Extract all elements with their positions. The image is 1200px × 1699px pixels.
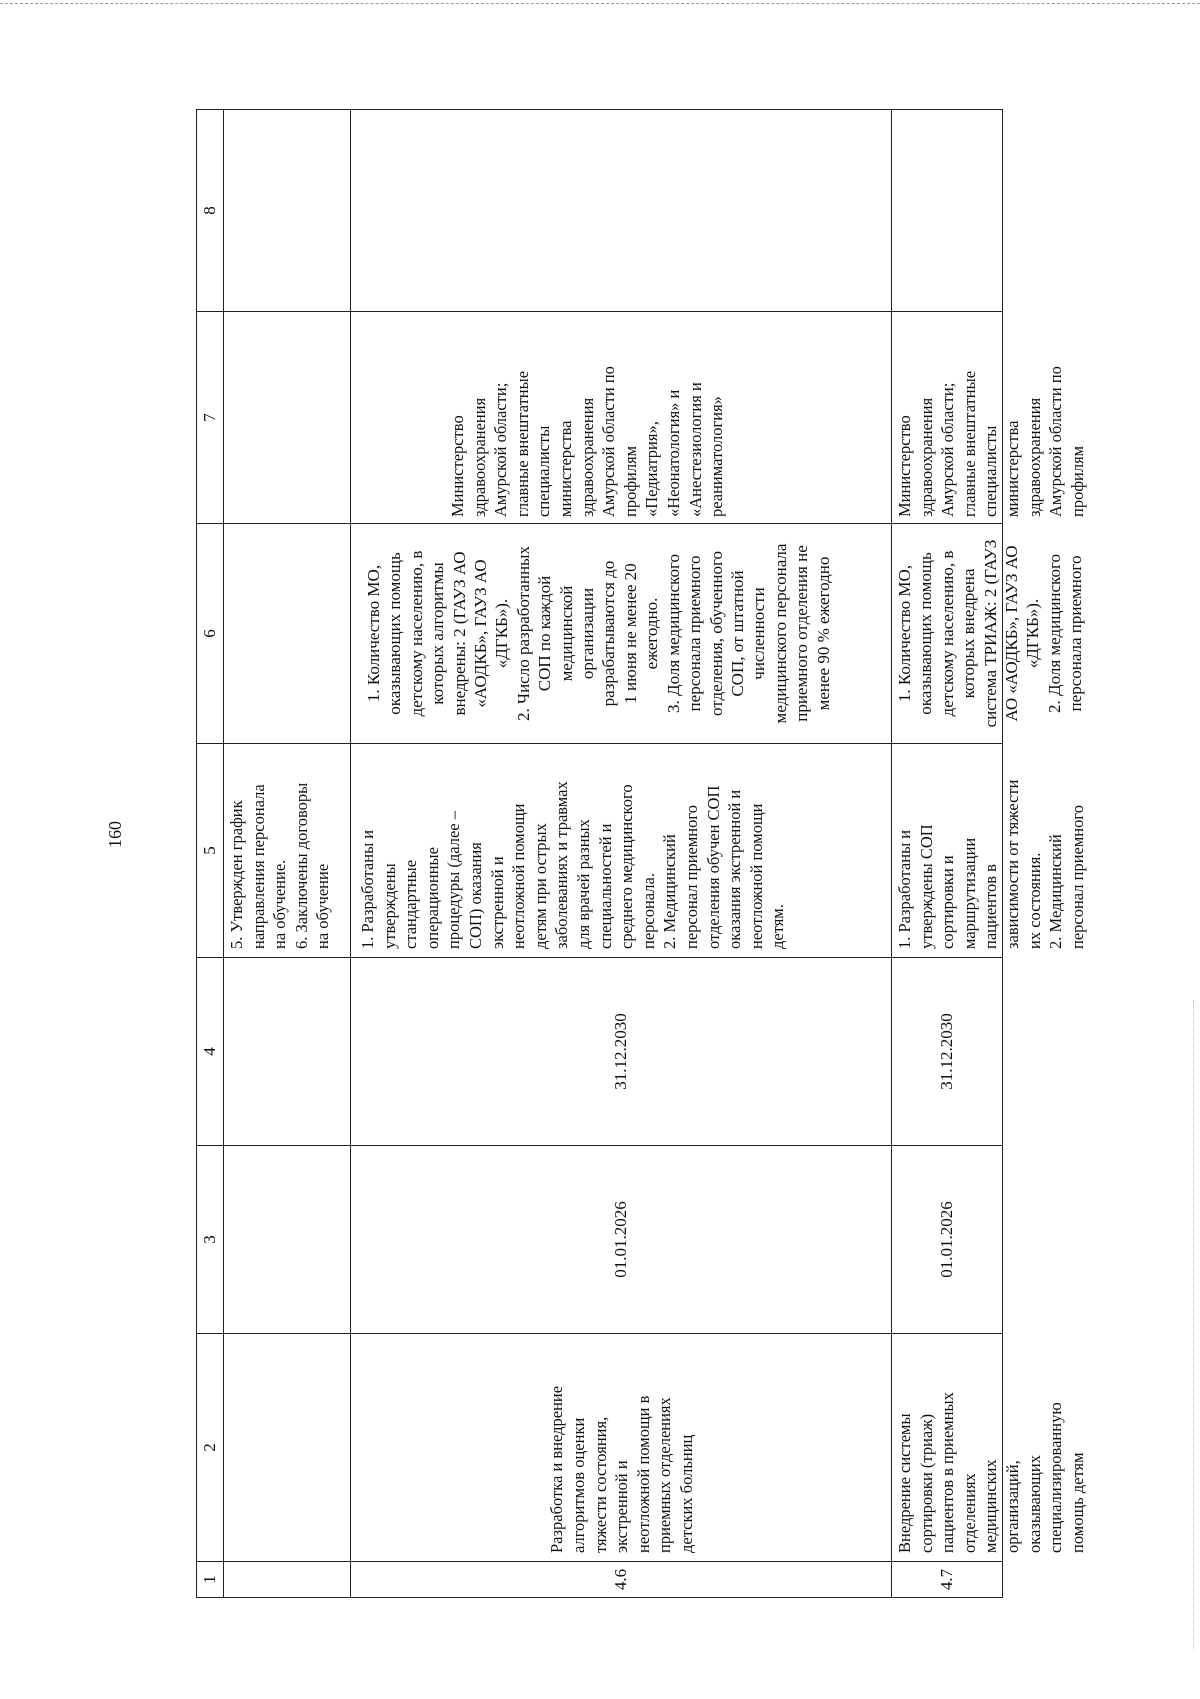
text-line: 2. Медицинский — [1046, 834, 1066, 949]
cont-cell-2 — [224, 1334, 351, 1562]
text-line: менее 90 % ежегодно — [813, 556, 833, 711]
text-line: специальностей и — [595, 823, 615, 949]
end-date: 31.12.2030 — [351, 958, 892, 1146]
text-line: профилям — [620, 445, 640, 517]
page-number: 160 — [105, 821, 125, 848]
text-line: система ТРИАЖ: 2 (ГАУЗ — [980, 539, 1000, 728]
text-line: экстренной и — [612, 1460, 632, 1553]
header-col-1: 1 — [197, 1562, 224, 1598]
result-cell — [351, 744, 892, 958]
cont-cell-3 — [224, 1146, 351, 1334]
text-line: здравоохранения — [916, 397, 936, 517]
text-line: направления персонала — [248, 784, 268, 949]
text-line: персонала приемного — [685, 555, 705, 712]
text-line: Амурской области по — [1046, 366, 1066, 517]
text-line: сортировки (триаж) — [916, 1413, 936, 1553]
col8-cell — [351, 110, 892, 312]
text-line: численности — [749, 587, 769, 680]
header-col-6: 6 — [197, 524, 224, 744]
text-line: специалисты — [981, 425, 1001, 517]
text-line: экстренной и — [487, 856, 507, 949]
text-line: «ДГКБ»). — [1023, 598, 1043, 669]
responsible-cell — [892, 312, 1087, 524]
text-line: разрабатываются до — [599, 560, 619, 707]
text-line: «Педиатрия», — [642, 421, 662, 517]
text-line: реаниматология» — [707, 396, 727, 517]
result-cell — [892, 744, 1087, 958]
text-line: которых внедрена — [959, 568, 979, 699]
text-line: зависимости от тяжести — [1002, 779, 1022, 949]
measure-title — [892, 1334, 1087, 1562]
text-line: специализированную — [1046, 1402, 1066, 1553]
text-line: Министерство — [895, 415, 914, 517]
text-line: отделения, обученного — [706, 550, 726, 717]
cont-cell-7 — [224, 312, 351, 524]
text-line: операционные — [422, 847, 442, 949]
text-line: сортировки и — [938, 855, 958, 949]
text-line: медицинского персонала — [770, 543, 790, 724]
header-col-5: 5 — [197, 744, 224, 958]
text-line: оказывающих — [1024, 1455, 1044, 1553]
text-line: ежегодно. — [642, 597, 662, 670]
row-number: 4.6 — [351, 1562, 892, 1598]
text-line: внедрены: 2 (ГАУЗ АО — [449, 551, 469, 716]
text-line: здравоохранения — [1024, 397, 1044, 517]
cont-cell-result — [224, 744, 351, 958]
measure-title — [351, 1334, 892, 1562]
responsible-cell — [351, 312, 892, 524]
text-line: приемных отделениях — [655, 1397, 675, 1553]
cont-cell-8 — [224, 110, 351, 312]
text-line: 5. Утвержден график — [227, 800, 246, 949]
text-line: АО «АОДКБ», ГАУЗ АО — [1002, 545, 1022, 722]
text-line: детскому населению, в — [406, 550, 426, 717]
header-row — [197, 110, 224, 1598]
text-line: детскому населению, в — [937, 550, 957, 717]
text-line: для врачей разных — [573, 819, 593, 949]
header-col-2: 2 — [197, 1334, 224, 1562]
text-line: организаций, — [1002, 1460, 1022, 1553]
text-line: профилям — [1067, 445, 1087, 517]
text-line: организации — [578, 587, 598, 680]
text-line: на обучение — [313, 863, 333, 949]
text-line: министерства — [555, 420, 575, 517]
row-number: 4.7 — [892, 1562, 1003, 1598]
text-line: главные внештатные — [512, 370, 532, 517]
text-line: Министерство — [448, 415, 467, 517]
text-line: приемного отделения не — [792, 545, 812, 722]
text-line: маршрутизации — [959, 837, 979, 949]
text-line: 2. Число разработанных — [513, 546, 533, 721]
table-row-4-6 — [351, 110, 892, 1598]
header-col-4: 4 — [197, 958, 224, 1146]
text-line: медицинских — [981, 1459, 1001, 1553]
text-line: 1. Количество МО, — [364, 564, 383, 703]
header-col-7: 7 — [197, 312, 224, 524]
text-line: здравоохранения — [469, 397, 489, 517]
text-line: персонала. — [638, 873, 658, 949]
text-line: СОП, от штатной — [727, 570, 747, 697]
text-line: здравоохранения — [577, 397, 597, 517]
text-line: 3. Доля медицинского — [663, 553, 683, 714]
header-col-8: 8 — [197, 110, 224, 312]
text-line: отделения обучен СОП — [703, 785, 723, 949]
indicator-cell — [892, 524, 1086, 744]
text-line: министерства — [1002, 420, 1022, 517]
indicator-cell — [351, 524, 892, 744]
text-line: Амурской области; — [491, 382, 511, 517]
text-line: 1. Количество МО, — [895, 564, 914, 703]
text-line: «Анестезиология и — [685, 382, 705, 517]
scan-top-edge — [0, 3, 1200, 4]
text-line: их состояния. — [1024, 852, 1044, 949]
start-date: 01.01.2026 — [351, 1146, 892, 1334]
text-line: 1 июня не менее 20 — [620, 563, 640, 704]
continuation-row — [224, 110, 351, 1598]
text-line: оказывающих помощь — [385, 552, 405, 715]
text-line: персонал приемного — [681, 805, 701, 949]
text-line: Амурской области по — [599, 366, 619, 517]
text-line: на обучение. — [270, 859, 290, 949]
cont-cell-6 — [224, 524, 351, 744]
text-line: Разработка и внедрение — [547, 1385, 567, 1553]
text-line: главные внештатные — [959, 370, 979, 517]
text-line: утверждены СОП — [916, 824, 936, 949]
text-line: которых алгоритмы — [428, 562, 448, 705]
text-line: неотложной помощи — [746, 803, 766, 949]
text-line: «АОДКБ», ГАУЗ АО — [471, 559, 491, 708]
text-line: 2. Медицинский — [660, 834, 680, 949]
text-line: СОП) оказания — [465, 842, 485, 949]
text-line: заболеваниях и травмах — [552, 781, 572, 949]
text-line: специалисты — [534, 425, 554, 517]
text-line: персонал приемного — [1067, 805, 1087, 949]
cont-cell-1 — [224, 1562, 351, 1598]
text-line: детям при острых — [530, 823, 550, 949]
text-line: 6. Заключены договоры — [291, 782, 311, 949]
text-line: пациентов в — [981, 864, 1001, 949]
text-line: персонала приемного — [1066, 555, 1086, 712]
text-line: 1. Разработаны и — [895, 829, 914, 949]
text-line: оказывающих помощь — [916, 552, 936, 715]
text-line: пациентов в приемных — [938, 1392, 958, 1553]
text-line: тяжести состояния, — [590, 1416, 610, 1553]
text-line: 2. Доля медицинского — [1044, 553, 1064, 714]
end-date: 31.12.2030 — [892, 958, 1003, 1146]
text-line: среднего медицинского — [617, 784, 637, 949]
text-line: утверждены — [379, 863, 399, 949]
text-line: помощь детям — [1067, 1452, 1087, 1553]
text-line: неотложной помощи — [509, 803, 529, 949]
start-date: 01.01.2026 — [892, 1146, 1003, 1334]
text-line: детских больниц — [676, 1434, 696, 1553]
table-row-4-7 — [892, 110, 1003, 1598]
text-line: Внедрение системы — [895, 1413, 914, 1553]
rotated-table-container — [196, 110, 1087, 1598]
text-line: 1. Разработаны и — [358, 829, 377, 949]
text-line: алгоритмов оценки — [569, 1417, 589, 1553]
header-col-3: 3 — [197, 1146, 224, 1334]
text-line: «ДГКБ»). — [492, 598, 512, 669]
text-line: отделениях — [959, 1473, 979, 1553]
text-line: неотложной помощи в — [633, 1395, 653, 1553]
text-line: медицинской — [556, 585, 576, 682]
text-line: СОП по каждой — [535, 575, 555, 692]
text-line: Амурской области; — [938, 382, 958, 517]
text-line: стандартные — [401, 859, 421, 949]
plan-table — [196, 109, 1087, 1598]
text-line: детям. — [768, 904, 788, 949]
text-line: оказания экстренной и — [725, 789, 745, 949]
scan-side-edge — [1193, 1000, 1194, 1650]
text-line: «Неонатология» и — [663, 389, 683, 517]
cont-cell-4 — [224, 958, 351, 1146]
col8-cell — [892, 110, 1003, 312]
text-line: процедуры (далее – — [444, 811, 464, 949]
